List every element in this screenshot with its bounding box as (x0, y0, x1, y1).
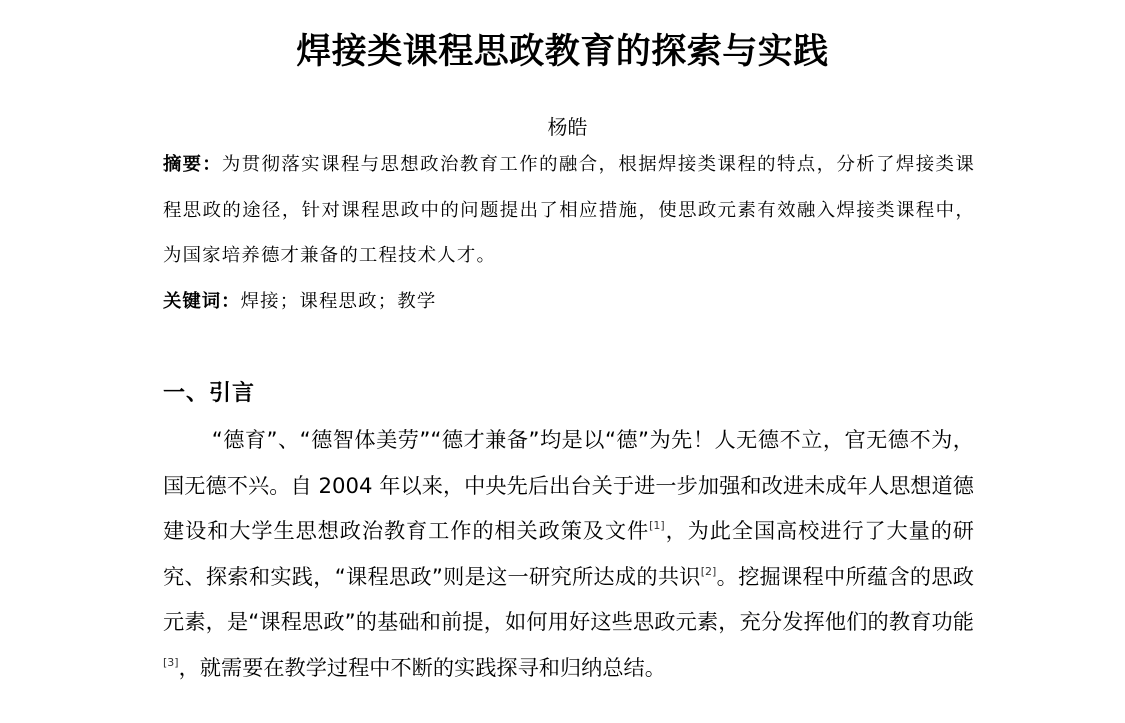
paragraph-segment: ，就需要在教学过程中不断的实践探寻和归纳总结。 (178, 654, 666, 680)
citation-marker[interactable]: [2] (700, 564, 717, 578)
section-paragraph (163, 417, 974, 691)
keywords-text: 焊接；课程思政；教学 (240, 291, 437, 312)
keywords-label: 关键词： (163, 291, 241, 312)
paragraph-segment: 。挖掘课程中所蕴含的思政元素，是“课程思政”的基础和前提，如何用好这些思政元素，充分发挥他们的教育功能 (163, 563, 974, 635)
paragraph-segment: “德育”、“德智体美劳”“德才兼备”均是以“德”为先！人无德不立，官无德不为，国无德不兴。自 2004 年以来，中央先后出台关于进一步加强和改进未成年人思想道德建设和大学生思想政治教育工作的相关政策及文件 (163, 427, 974, 544)
abstract-label: 摘要： (163, 154, 222, 175)
citation-marker[interactable]: [3] (163, 655, 179, 669)
author-name: 杨皓 (547, 115, 588, 139)
abstract-text: 为贯彻落实课程与思想政治教育工作的融合，根据焊接类课程的特点，分析了焊接类课程思政的途径，针对课程思政中的问题提出了相应措施，使思政元素有效融入焊接类课程中，为国家培养德才兼备的工程技术人才。 (163, 154, 975, 266)
paragraph-segment: ，为此全国高校进行了大量的研究、探索和实践，“课程思政”则是这一研究所达成的共识 (163, 518, 974, 589)
paper-title: 焊接类课程思政教育的探索与实践 (296, 32, 829, 72)
citation-marker[interactable]: [1] (649, 519, 665, 533)
section-heading: 一、引言 (163, 381, 256, 406)
abstract (163, 142, 975, 279)
keywords (163, 288, 975, 316)
